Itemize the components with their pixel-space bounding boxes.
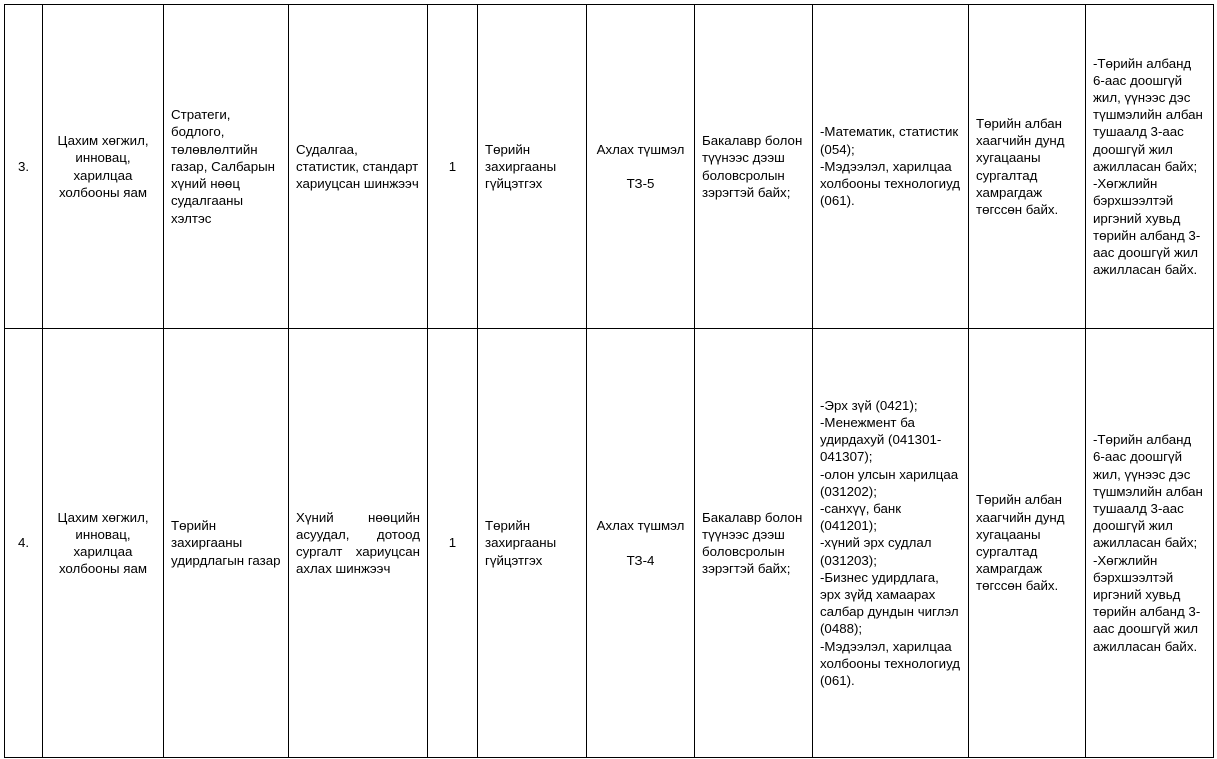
specialty-item: -хүний эрх судлал (031203); [820, 535, 932, 568]
specialty-cell [813, 329, 969, 758]
specialty-cell [813, 5, 969, 329]
education-cell: Бакалавр болон түүнээс дээш боловсролын зэрэгтэй байх; [695, 5, 813, 329]
specialty-item: -Эрх зүй (0421); [820, 397, 918, 413]
specialty-item: -Менежмент ба удирдахуй (041301-041307); [820, 414, 942, 465]
row-number: 4. [5, 329, 43, 758]
count-cell: 1 [428, 329, 478, 758]
position-cell: Судалгаа, статистик, стандарт хариуцсан шинжээч [289, 5, 428, 329]
rank-cell [587, 5, 695, 329]
specialty-item: -Бизнес удирдлага, эрх зүйд хамаарах салбар дундын чиглэл (0488); [820, 569, 959, 637]
specialty-item: -Мэдээлэл, харилцаа холбооны технологиуд (061). [820, 638, 961, 689]
department-cell: Төрийн захиргааны удирдлагын газар [164, 329, 289, 758]
rank-title: Ахлах түшмэл [596, 141, 685, 157]
rank-code: ТЗ-4 [626, 552, 655, 568]
job-positions-table [4, 4, 1214, 758]
specialty-item: -олон улсын харилцаа (031202); [820, 466, 959, 499]
category-cell: Төрийн захиргааны гүйцэтгэх [478, 329, 587, 758]
experience-item: -Хөгжлийн бэрхшээлтэй иргэний хувьд төрийн албанд 3-аас доошгүй жил ажилласан байх. [1093, 176, 1201, 278]
row-number: 3. [5, 5, 43, 329]
count-cell: 1 [428, 5, 478, 329]
experience-item: -Хөгжлийн бэрхшээлтэй иргэний хувьд төрийн албанд 3-аас доошгүй жил ажилласан байх. [1093, 552, 1201, 654]
experience-item: -Төрийн албанд 6-аас доошгүй жил, үүнээс дэс түшмэлийн албан тушаалд 3-аас доошгүй жил ажилласан байх; [1093, 55, 1203, 174]
experience-item: -Төрийн албанд 6-аас доошгүй жил, үүнээс дэс түшмэлийн албан тушаалд 3-аас доошгүй жил ажилласан байх; [1093, 432, 1203, 551]
position-cell: Хүний нөөцийн асуудал, дотоод сургалт хариуцсан ахлах шинжээч [289, 329, 428, 758]
specialty-item: -санхүү, банк (041201); [820, 500, 902, 534]
experience-cell [1086, 329, 1214, 758]
category-cell: Төрийн захиргааны гүйцэтгэх [478, 5, 587, 329]
table-row [5, 329, 1214, 758]
education-cell: Бакалавр болон түүнээс дээш боловсролын зэрэгтэй байх; [695, 329, 813, 758]
training-cell: Төрийн албан хаагчийн дунд хугацааны сургалтад хамрагдаж төгссөн байх. [969, 5, 1086, 329]
ministry-cell: Цахим хөгжил, инновац, харилцаа холбооны яам [43, 329, 164, 758]
rank-code: ТЗ-5 [626, 176, 655, 192]
rank-title: Ахлах түшмэл [596, 518, 685, 534]
experience-cell [1086, 5, 1214, 329]
specialty-item: -Мэдээлэл, харилцаа холбооны технологиуд (061). [820, 158, 961, 209]
specialty-item: -Математик, статистик (054); [820, 124, 959, 157]
department-cell: Стратеги, бодлого, төлөвлөлтийн газар, Салбарын хүний нөөц судалгааны хэлтэс [164, 5, 289, 329]
training-cell: Төрийн албан хаагчийн дунд хугацааны сургалтад хамрагдаж төгссөн байх. [969, 329, 1086, 758]
table-row [5, 5, 1214, 329]
ministry-cell: Цахим хөгжил, инновац, харилцаа холбооны яам [43, 5, 164, 329]
rank-cell [587, 329, 695, 758]
